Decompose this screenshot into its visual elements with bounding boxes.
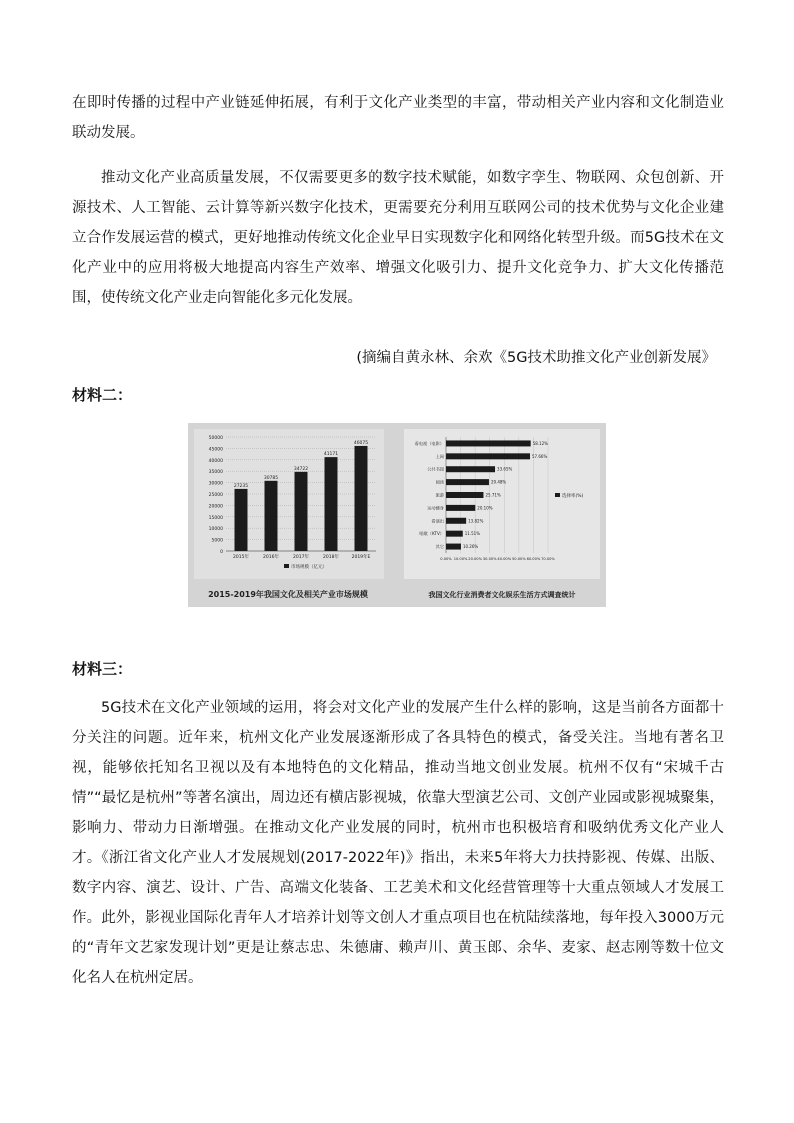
- bar-value-label: 46075: [353, 440, 369, 446]
- hbar: [446, 492, 483, 498]
- category-label: 公共书园: [427, 466, 444, 472]
- y-tick-label: 10000: [208, 527, 223, 533]
- category-label: 其它: [435, 544, 444, 550]
- x-tick-label: 0.00%: [440, 557, 452, 561]
- paragraph-1: 在即时传播的过程中产业链延伸拓展，有利于文化产业类型的丰富，带动相关产业内容和文化制造业联动发展。: [72, 95, 724, 141]
- legend-swatch: [555, 493, 560, 497]
- x-tick-label: 70.00%: [541, 557, 555, 561]
- y-tick-label: 25000: [208, 493, 223, 498]
- hbar-value-label: 33.65%: [497, 466, 513, 472]
- x-tick-label: 2018年: [323, 555, 339, 560]
- category-label: 看演出: [431, 518, 444, 524]
- y-tick-label: 20000: [208, 504, 223, 510]
- hbar-value-label: 25.71%: [485, 492, 501, 498]
- hbar: [446, 466, 495, 472]
- paragraph-3: 5G技术在文化产业领域的运用，将会对文化产业的发展产生什么样的影响，这是当前各方面都十分关注的问题。近年来，杭州文化产业发展逐渐形成了各具特色的模式，备受关注。当地有著名卫视，能够依托知名卫视以及有本地特色的文化精品，推动当地文创业发展。杭州不仅有“宋城千古情”“最忆是杭州”等著名演出，周边还有横店影视城，依靠大型演艺公司、文创产业园或影视城聚集，影响力、带动力日渐增强。在推动文化产业发展的同时，杭州市也积极培育和吸纳优秀文化产业人才。《浙江省文化产业人才发展规划(2017-2022年)》指出，未来5年将大力扶持影视、传媒、出版、数字内容、演艺、设计、广告、高端文化装备、工艺美术和文化经营管理等十大重点领域人才发展工作。此外，影视业国际化青年人才培养计划等文创人才重点项目也在杭陆续落地，每年投入3000万元的“青年文艺家发现计划”更是让蔡志忠、朱德庸、赖声川、黄玉郎、余华、麦家、赵志刚等数十位文化名人在杭州定居。: [72, 700, 724, 986]
- legend-swatch: [284, 564, 289, 568]
- chart1-title: 2015-2019年我国文化及相关产业市场规模: [208, 590, 368, 599]
- bar: [295, 472, 308, 551]
- x-tick-label: 2017年: [293, 555, 309, 560]
- y-tick-label: 5000: [211, 538, 223, 544]
- paragraph-2: 推动文化产业高质量发展，不仅需要更多的数字技术赋能，如数字孪生、物联网、众包创新、开源技术、人工智能、云计算等新兴数字化技术，更需要充分利用互联网公司的技术优势与文化企业建立合作发展运营的模式，更好地推动传统文化企业早日实现数字化和网络化转型升级。而5G技术在文化产业中的应用将极大地提高内容生产效率、增强文化吸引力、提升文化竞争力、扩大文化传播范围，使传统文化产业走向智能化多元化发展。: [72, 170, 724, 306]
- category-label: 唱歌（KTV）: [419, 531, 444, 537]
- y-tick-label: 0: [220, 550, 223, 555]
- y-tick-label: 15000: [208, 515, 223, 521]
- bar: [265, 481, 278, 551]
- category-label: 阅读: [435, 479, 444, 485]
- hbar-value-label: 58.12%: [532, 440, 548, 446]
- x-tick-label: 20.00%: [468, 557, 482, 561]
- category-label: 旅游: [435, 492, 444, 498]
- x-tick-label: 50.00%: [512, 557, 526, 561]
- hbar-value-label: 10.26%: [462, 544, 479, 550]
- y-tick-label: 30000: [208, 481, 223, 487]
- x-tick-label: 60.00%: [526, 557, 541, 561]
- legend-label: 市场规模（亿元）: [291, 565, 327, 570]
- bar: [235, 489, 248, 551]
- hbar-value-label: 57.66%: [532, 453, 548, 459]
- y-tick-label: 45000: [208, 447, 223, 453]
- category-label: 运动健身: [427, 505, 444, 511]
- heading-material-2: 材料二：: [72, 386, 133, 404]
- hbar: [446, 453, 530, 459]
- bar-value-label: 41171: [323, 452, 339, 458]
- category-label: 看电视（电影）: [414, 440, 444, 446]
- hbar: [446, 518, 466, 524]
- hbar-value-label: 11.51%: [464, 531, 481, 537]
- y-tick-label: 40000: [208, 458, 223, 464]
- bar: [355, 446, 368, 551]
- heading-material-3: 材料三：: [72, 660, 133, 678]
- x-tick-label: 40.00%: [497, 557, 512, 561]
- y-tick-label: 35000: [208, 470, 223, 476]
- x-tick-label: 2015年: [233, 555, 249, 560]
- x-tick-label: 2016年: [263, 555, 279, 560]
- y-tick-label: 50000: [208, 436, 223, 441]
- bar-value-label: 27235: [233, 483, 249, 489]
- hbar-value-label: 29.48%: [490, 479, 507, 485]
- hbar-value-label: 20.10%: [477, 505, 493, 511]
- bar-value-label: 30785: [263, 475, 279, 481]
- hbar-value-label: 13.82%: [468, 518, 484, 524]
- x-tick-label: 2019年E: [351, 555, 371, 560]
- hbar: [446, 440, 531, 446]
- source-citation: (摘编自黄永林、余欢《5G技术助推文化产业创新发展》: [356, 350, 716, 366]
- bar-value-label: 34722: [293, 466, 309, 472]
- bar: [325, 457, 338, 551]
- legend-label: 选择率(%): [562, 494, 584, 499]
- hbar: [446, 544, 461, 550]
- chart2-title: 我国文化行业消费者文化娱乐生活方式调查统计: [428, 591, 576, 599]
- x-tick-label: 10.00%: [453, 557, 468, 561]
- hbar: [446, 531, 463, 537]
- hbar: [446, 505, 475, 511]
- category-label: 上网: [435, 453, 444, 459]
- figure-image: [188, 423, 606, 607]
- figure-charts: [188, 423, 606, 607]
- hbar: [446, 479, 489, 485]
- x-tick-label: 30.00%: [482, 557, 497, 561]
